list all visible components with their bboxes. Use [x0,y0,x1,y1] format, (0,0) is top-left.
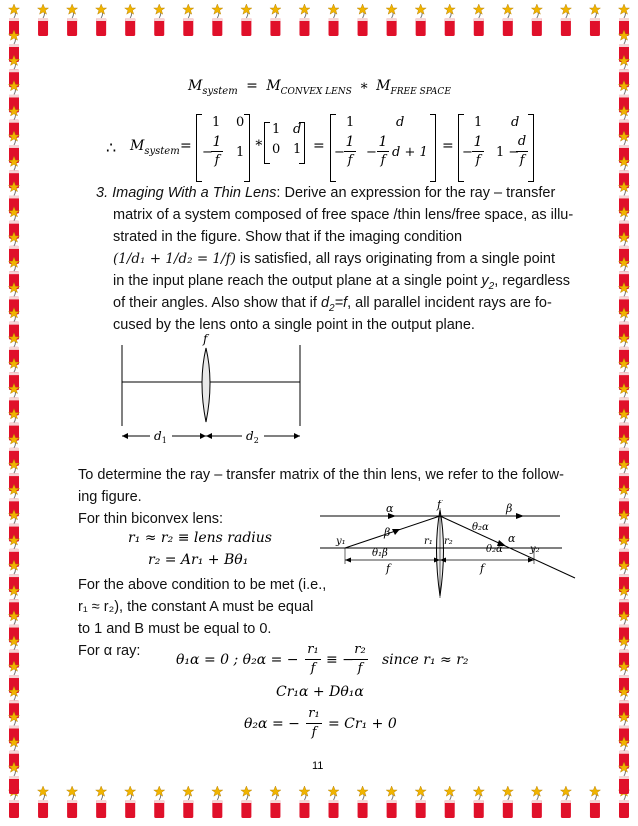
beta-right-label: β [506,502,513,515]
arrowhead [200,433,206,439]
matrix1-b: 0 [236,115,245,130]
arrowhead [294,433,300,439]
matrix3-a: 1 [346,115,355,130]
system-equation: $M_{system} = M_{CONVEX LENS}$ ∗ $M_{FREE SPACE}$ [188,78,451,97]
equals-sign-3: = [442,138,454,154]
lens-focal-label: f [203,332,208,346]
arrowhead [345,558,351,563]
problem-line-6: of their angles. Also show that if $d_2=f$, all parallel incident rays are fo- [113,295,552,314]
problem-line-3: strated in the figure. Show that if the imaging condition [113,229,463,245]
matrix3-right-bracket [430,114,436,182]
arrowhead [206,433,212,439]
matrix4-c: 1 f [473,134,483,168]
beta-label: β [384,526,391,539]
f-left-label: f [386,562,391,575]
matrix1-a: 1 [212,115,221,130]
matrix3-d-frac: 1 f [378,134,388,168]
para-line-1: To determine the ray – transfer matrix of the thin lens, we refer to the follow- [78,467,564,483]
alpha-right-label: α [508,532,516,545]
theta1b-label: θ₁β [372,548,388,559]
matrix4-b: d [511,115,520,130]
matrix4-a: 1 [474,115,483,130]
theta2a-label: θ₂α [472,522,489,533]
para-line-4: For the above condition to be met (i.e., [78,577,327,593]
para-line-3: For thin biconvex lens: [78,511,224,527]
matrix3-d-sign: − [366,145,377,160]
figure-ray-diagram [300,500,580,610]
matrix2-a: 1 [272,122,281,137]
theta2a-label-2: θ₂α [486,544,503,555]
y2-label: y₂ [530,544,540,555]
matrix4-c-sign: − [462,145,473,160]
alpha-label: α [386,502,394,515]
matrix1-c-sign: − [202,145,213,160]
eq3-frac: r₁ f [306,706,322,741]
f-top-label: f [437,500,442,511]
matrix2-c: 0 [272,142,281,157]
problem-line-2: matrix of a system composed of free space /thin lens/free space, as illu- [113,207,574,223]
matrix2-d: 1 [293,142,302,157]
matrix1-d: 1 [236,145,245,160]
problem-line-4: (1/d₁ + 1/d₂ = 1/f) is satisfied, all rays originating from a single point [113,251,555,267]
para-line-2: ing figure. [78,489,142,505]
r2-label: r₂ [444,536,453,547]
eq1-frac1: r₁ f [305,642,321,677]
eq3-left: θ₂α = − [244,716,300,732]
problem-line-5: in the input plane reach the output plane at a single point $y_2$, regardless [113,273,570,292]
eq1-frac2: r₂ f [352,642,368,677]
final-equation-2: Cr₁α + Dθ₁α [276,684,364,700]
matrix2-right-bracket [299,122,305,164]
para-line-6: to 1 and B must be equal to 0. [78,621,272,637]
equals-sign: = [180,138,192,154]
matrix3-c: 1 f [345,134,355,168]
matrix1-right-bracket [244,114,250,182]
eq1-left: θ₁α = 0 ; θ₂α = − [176,652,299,668]
matrix4-right-bracket [528,114,534,182]
para-eq-2: r₂ = Ar₁ + Bθ₁ [148,552,249,568]
ray-alpha-out [440,516,575,578]
problem-line-7: cused by the lens onto a single point in the output plane. [113,317,475,333]
matrix3-b: d [396,115,405,130]
figure-thin-lens-system [110,330,320,450]
para-line-5: r₁ ≈ r₂), the constant A must be equal [78,599,314,615]
page-number: 11 [312,760,324,772]
matrix4-d-rest: 1 − [496,145,520,160]
problem-line-1: 3. Imaging With a Thin Lens: Derive an expression for the ray – transfer [96,185,556,201]
thin-lens [202,348,210,422]
matrix4-d-frac: d f [517,134,527,168]
eq1-right: since r₁ ≈ r₂ [382,652,469,668]
d1-label: $d_1$ [154,429,167,445]
y1-label: y₁ [336,536,346,547]
arrowhead [122,433,128,439]
d2-label: $d_2$ [246,429,259,445]
multiply-sign: ∗ [254,135,264,151]
matrix2-b: d [293,122,302,137]
eq3-right: = Cr₁ + 0 [328,716,397,732]
f-right-label: f [480,562,485,575]
therefore-symbol: ∴ [106,138,117,157]
matrix1-c: 1 f [212,134,222,168]
para-eq-1: r₁ ≈ r₂ ≡ lens radius [128,530,272,546]
matrix2-left-bracket [264,122,270,164]
matrix-lhs: $M_{system}$ [130,138,180,157]
r1-label: r₁ [424,536,433,547]
arrowhead [516,513,524,519]
matrix3-d-rest: d + 1 [392,145,428,160]
matrix3-c-sign: − [334,145,345,160]
eq1-mid: ≡ − [326,652,354,668]
equals-sign-2: = [313,138,325,154]
para-line-7: For α ray: [78,643,141,659]
